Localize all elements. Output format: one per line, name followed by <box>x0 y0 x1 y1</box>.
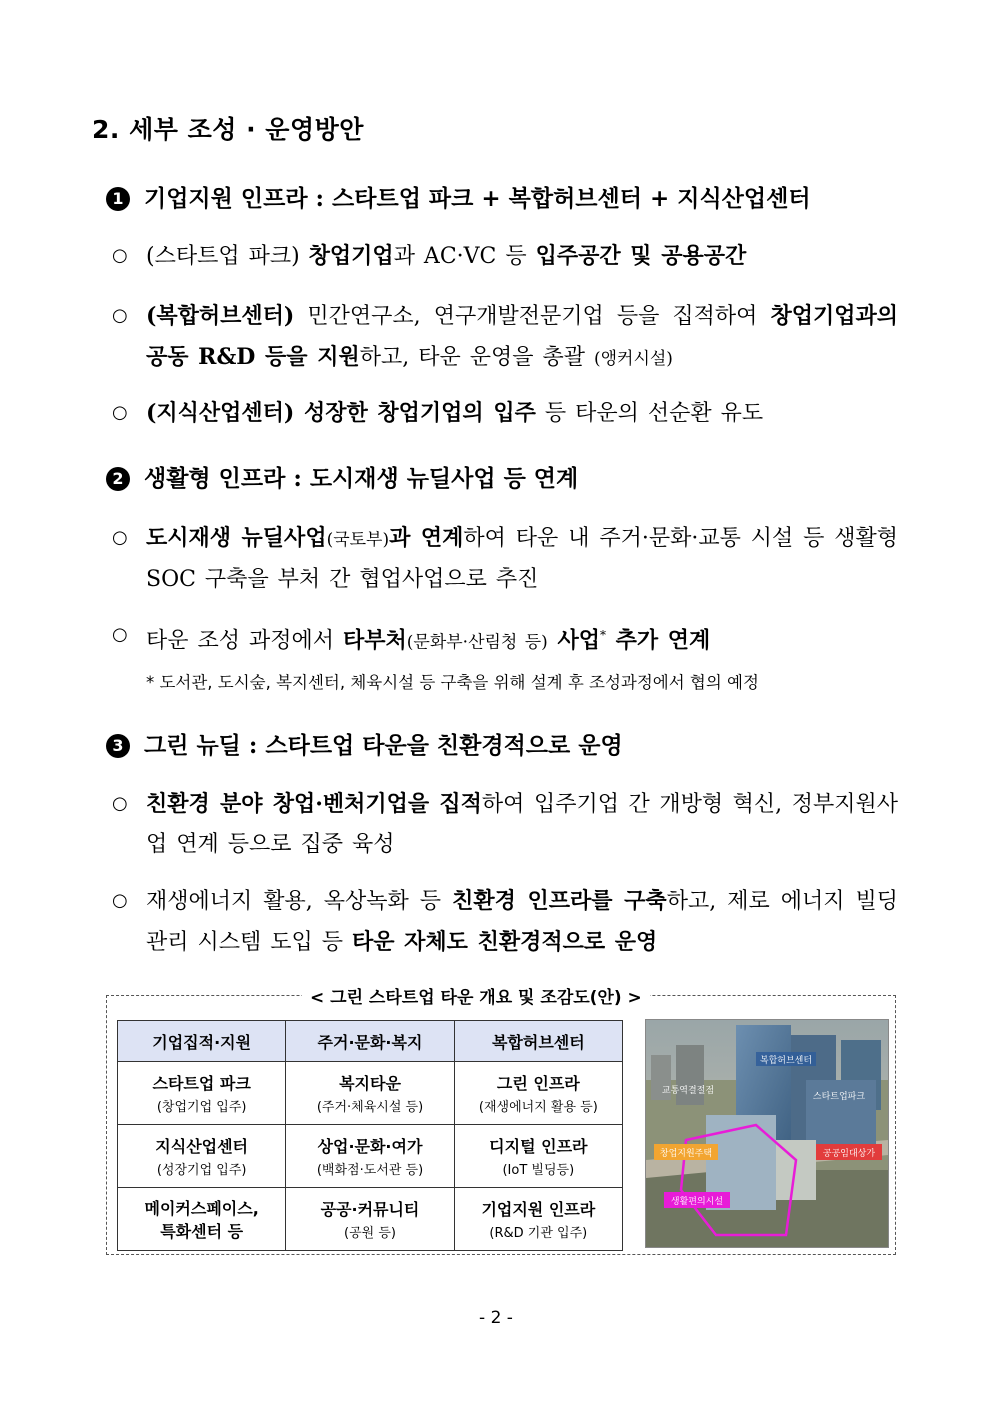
table-header-row <box>118 1021 623 1062</box>
bullet-emphasis: 성장한 창업기업의 입주 <box>304 400 536 426</box>
table-header: 기업집적·지원 <box>118 1021 286 1062</box>
page-title: 2. 세부 조성 · 운영방안 <box>92 115 364 144</box>
bullet-knowledge-center <box>112 393 898 434</box>
cell-sub: (창업기업 입주) <box>156 1100 247 1115</box>
table-header: 복합허브센터 <box>454 1021 622 1062</box>
bullet-hub-center <box>112 296 898 379</box>
bullet-text: 과 AC·VC 등 <box>393 244 536 269</box>
table-cell <box>118 1188 286 1251</box>
render-label-hub: 복합허브센터 <box>759 1056 813 1066</box>
render-label-amenity: 생활편의시설 <box>670 1197 724 1207</box>
section-number-1: 1 <box>106 187 130 211</box>
bullet-circle-icon: ○ <box>112 624 128 645</box>
table-cell <box>286 1062 454 1125</box>
bullet-emphasis: 입주공간 및 공용공간 <box>535 243 747 269</box>
cell-sub: (주거·체육시설 등) <box>316 1100 424 1115</box>
bullet-eco-venture <box>112 784 898 865</box>
section-number-2: 2 <box>106 467 130 491</box>
section-3-heading <box>106 727 623 760</box>
cell-main: 공공·커뮤니티 <box>320 1200 420 1219</box>
bullet-text: 하여 타운 내 주거·문화·교통 시설 등 생활형 SOC 구축을 부처 간 협업사업으로 추진 <box>146 526 898 592</box>
cell-main: 그린 인프라 <box>496 1074 580 1093</box>
bullet-text: 하고, 타운 운영을 총괄 <box>359 345 594 370</box>
section-1-heading-text: 기업지원 인프라 : 스타트업 파크 + 복합허브센터 + 지식산업센터 <box>144 185 811 212</box>
table-row <box>118 1062 623 1125</box>
section-2-heading-text: 생활형 인프라 : 도시재생 뉴딜사업 등 연계 <box>144 465 579 492</box>
bullet-note: (국토부) <box>326 530 390 550</box>
cell-sub: (성장기업 입주) <box>156 1163 247 1178</box>
bullet-emphasis: 창업기업과의 공동 R&D 등을 지원 <box>146 303 898 370</box>
cell-main: 디지털 인프라 <box>489 1137 588 1156</box>
bullet-circle-icon: ○ <box>112 527 128 548</box>
footnote-marker: * <box>599 628 606 642</box>
cell-main: 기업지원 인프라 <box>481 1200 596 1219</box>
section-2-heading <box>106 460 578 493</box>
render-label-transit: 교통역결절점 <box>661 1086 715 1096</box>
bullet-circle-icon: ○ <box>112 402 128 423</box>
table-cell <box>118 1062 286 1125</box>
cell-sub: (백화점·도서관 등) <box>316 1163 424 1178</box>
bullet-renewable <box>112 881 898 963</box>
bullet-emphasis: 사업 <box>547 627 600 654</box>
bullet-emphasis: 타운 자체도 친환경적으로 운영 <box>352 929 658 955</box>
table-row <box>118 1188 623 1251</box>
table-header: 주거·문화·복지 <box>286 1021 454 1062</box>
bullet-emphasis: 친환경 인프라를 구축 <box>452 888 667 914</box>
overview-table <box>117 1020 623 1251</box>
render-label-park: 스타트업파크 <box>812 1092 866 1102</box>
section-number-3: 3 <box>106 734 130 758</box>
aerial-rendering-image <box>646 1020 888 1247</box>
cell-sub: (재생에너지 활용 등) <box>478 1100 598 1115</box>
bullet-urban-regen <box>112 518 898 600</box>
bullet-note: (앵커시설) <box>593 349 673 369</box>
cell-main: 스타트업 파크 <box>152 1074 251 1093</box>
cell-main: 메이커스페이스, 특화센터 등 <box>144 1199 259 1241</box>
bullet-circle-icon: ○ <box>112 245 128 266</box>
bullet-emphasis: 과 연계 <box>389 525 464 551</box>
bullet-emphasis: 도시재생 뉴딜사업 <box>146 525 327 551</box>
cell-main: 상업·문화·여가 <box>317 1137 423 1156</box>
bullet-text: (스타트업 파크) <box>146 244 309 269</box>
table-row <box>118 1125 623 1188</box>
section-3-heading-text: 그린 뉴딜 : 스타트업 타운을 친환경적으로 운영 <box>144 732 623 759</box>
table-cell <box>454 1062 622 1125</box>
bullet-startup-park <box>112 236 898 277</box>
bullet-emphasis: 창업기업 <box>308 243 394 269</box>
render-label-rental: 공공임대상가 <box>822 1149 876 1159</box>
bullet-emphasis: 타부처 <box>343 627 407 654</box>
section-1-heading <box>106 180 811 213</box>
bullet-emphasis: (지식산업센터) <box>146 400 304 426</box>
render-label-housing: 창업지원주택 <box>659 1149 713 1159</box>
bullet-other-ministry <box>112 615 898 662</box>
cell-sub: (IoT 빌딩등) <box>502 1163 575 1178</box>
bullet-text: 등 타운의 선순환 유도 <box>535 401 764 426</box>
figure-caption: < 그린 스타트업 타운 개요 및 조감도(안) > <box>302 983 650 1008</box>
bullet-text: 타운 조성 과정에서 <box>146 628 343 654</box>
cell-main: 지식산업센터 <box>155 1137 249 1156</box>
table-cell <box>286 1125 454 1188</box>
bullet-note: (문화부·산림청 등) <box>406 632 548 653</box>
cell-sub: (공원 등) <box>344 1226 396 1241</box>
aerial-rendering <box>645 1019 889 1248</box>
footnote: * 도서관, 도시숲, 복지센터, 체육시설 등 구축을 위해 설계 후 조성과정에서 협의 예정 <box>146 673 759 692</box>
table-cell <box>454 1125 622 1188</box>
table-cell <box>118 1125 286 1188</box>
bullet-text: 재생에너지 활용, 옥상녹화 등 <box>146 889 453 914</box>
bullet-emphasis: 친환경 분야 창업·벤처기업을 집적 <box>146 791 482 817</box>
bullet-emphasis: (복합허브센터) <box>146 303 295 329</box>
table-cell <box>286 1188 454 1251</box>
cell-sub: (R&D 기관 입주) <box>489 1226 588 1241</box>
bullet-text: 하여 입주기업 간 개방형 혁신, 정부지원사업 연계 등으로 집중 육성 <box>146 792 898 857</box>
bullet-text: 민간연구소, 연구개발전문기업 등을 집적하여 <box>294 304 771 329</box>
bullet-emphasis: 추가 연계 <box>605 627 711 654</box>
table-cell <box>454 1188 622 1251</box>
bullet-circle-icon: ○ <box>112 890 128 911</box>
bullet-text: 하고, 제로 에너지 빌딩관리 시스템 도입 등 <box>146 889 898 955</box>
cell-main: 복지타운 <box>339 1074 401 1093</box>
page-number: - 2 - <box>479 1308 513 1328</box>
bullet-circle-icon: ○ <box>112 793 128 814</box>
bullet-circle-icon: ○ <box>112 305 128 326</box>
